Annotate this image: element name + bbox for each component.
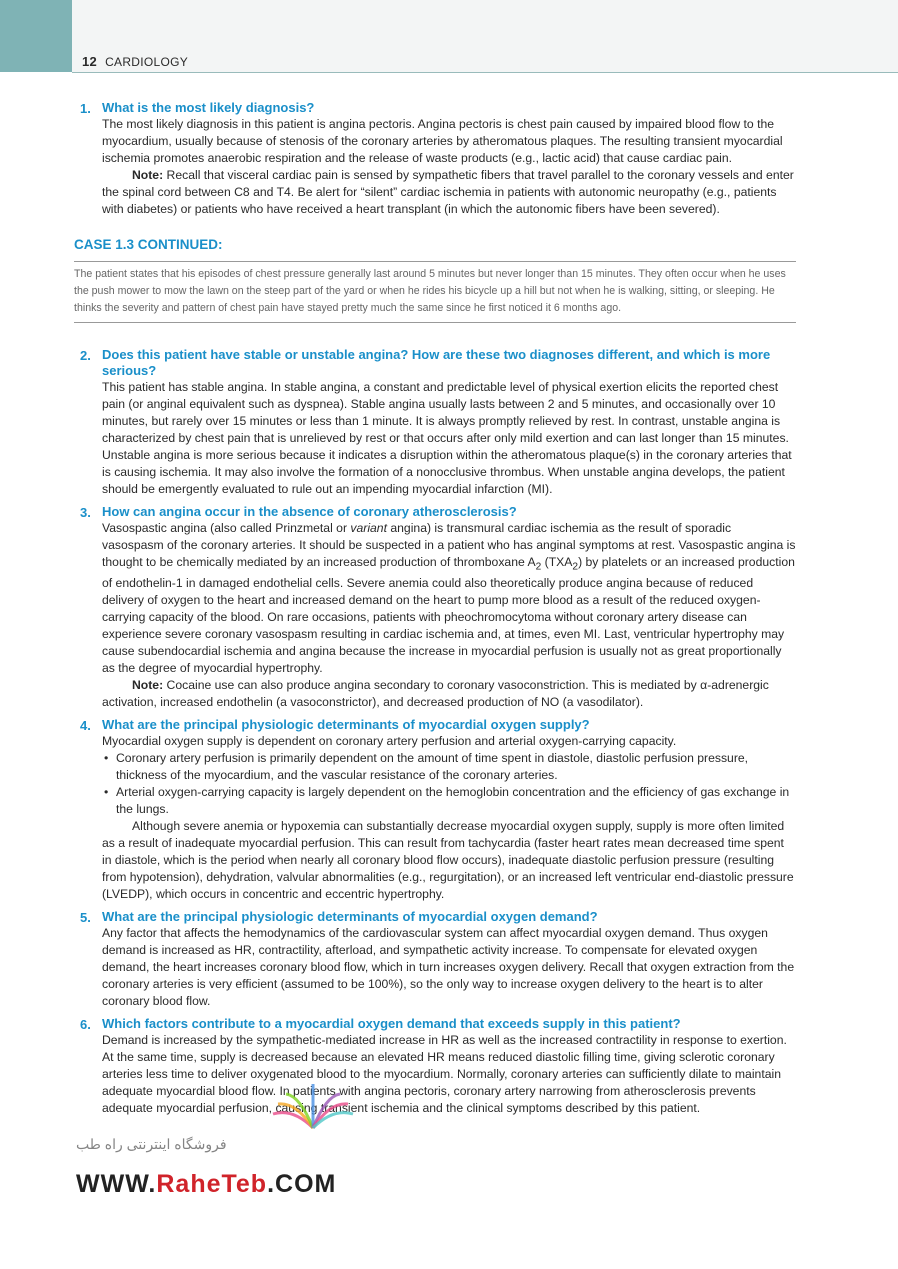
answer-text: Demand is increased by the sympathetic-mediated increase in HR as well as the increased contractility in response to exertion. At the same time, supply is decreased because an elevated HR means reduced diastolic filling time, giving sclerotic coronary arteries less time to deliver oxygenated blood to the myocardium. Normally, coronary arteries can sufficiently dilate to maintain adequate myocardial blood flow. In patients with angina pectoris, coronary artery narrowing from atherosclerosis prevents adequate myocardial perfusion, causing transient ischemia and the clinical symptoms described by this patient.	[102, 1033, 787, 1116]
answer-text-part: (TXA	[541, 555, 573, 569]
question-title: What is the most likely diagnosis?	[102, 100, 315, 115]
question-title: What are the principal physiologic determinants of myocardial oxygen demand?	[102, 909, 598, 925]
subscript: 2	[572, 561, 579, 573]
running-head	[82, 54, 188, 69]
question-number: 1.	[80, 101, 91, 116]
question-number: 5.	[80, 910, 91, 926]
question-number: 4.	[80, 718, 91, 734]
question-number: 2.	[80, 348, 91, 363]
question-title: Which factors contribute to a myocardial oxygen demand that exceeds supply in this patient?	[102, 1016, 681, 1032]
question-4	[80, 717, 796, 903]
note-label: Note:	[132, 168, 164, 182]
note-label: Note:	[132, 678, 164, 693]
url-prefix: WWW.	[76, 1170, 157, 1198]
question-title: Does this patient have stable or unstable angina? How are these two diagnoses different, and which is more serious?	[102, 347, 771, 378]
watermark-persian-text: فروشگاه اینترنتی راه طب	[76, 1136, 227, 1152]
question-1	[80, 100, 796, 218]
bullet-item: • Coronary artery perfusion is primarily dependent on the amount of time spent in diastole, diastolic perfusion pressure, thickness of the myocardium, and the vascular resistance of the coronary arteries.	[116, 750, 796, 784]
question-number: 6.	[80, 1017, 91, 1033]
bullet-item: • Arterial oxygen-carrying capacity is largely dependent on the hemoglobin concentration and the efficiency of gas exchange in the lungs.	[116, 784, 796, 818]
chapter-tab	[0, 0, 72, 72]
answer-text: Myocardial oxygen supply is dependent on coronary artery perfusion and arterial oxygen-carrying capacity.	[102, 734, 677, 749]
case-box	[74, 261, 796, 323]
answer-text-part: angina) is transmural cardiac ischemia as the result of sporadic vasospasm of the coronary arteries. It should be suspected in a patient who has anginal symptoms at rest. Vasospastic angina is thought to be chemically mediated by an increased production of thromboxane A	[102, 521, 796, 569]
page-content	[74, 100, 796, 1123]
question-number: 3.	[80, 505, 91, 520]
header-band	[72, 0, 898, 72]
case-text: The patient states that his episodes of chest pressure generally last around 5 minutes but never longer than 15 minutes. They often occur when he uses the push mower to mow the lawn on the steep part of the yard or when he rides his bicycle up a hill but not when he is walking, sitting, or sleeping. He thinks the severity and pattern of chest pain have stayed pretty much the same since he first noticed it 6 months ago.	[74, 268, 786, 314]
answer-text	[102, 520, 796, 677]
page-number: 12	[82, 54, 98, 69]
watermark	[76, 1078, 516, 1208]
bullet-list	[102, 750, 796, 818]
answer-text: This patient has stable angina. In stable angina, a constant and predictable level of physical exertion elicits the reported chest pain (or anginal equivalent such as dyspnea). Stable angina usually lasts between 2 and 5 minutes, and occasionally over 10 minutes, but rarely over 15 minutes or less than 1 minute. It is always promptly relieved by rest. In contrast, unstable angina is characterized by chest pain that is unrelieved by rest or that occurs after only mild exertion and can last longer than 15 minutes. Unstable angina is more serious because it indicates a disruption within the atheromatous plaque(s) in the coronary arteries that is causing ischemia. It may also involve the formation of a nonocclusive thrombus. When unstable angina develops, the patient should be emergently evaluated to rule out an impending myocardial infarction (MI).	[102, 380, 792, 496]
header-rule	[72, 72, 898, 73]
answer-text: Any factor that affects the hemodynamics of the cardiovascular system can affect myocardial oxygen demand. Thus oxygen demand is increased as HR, contractility, afterload, and sympathetic activity increase. To compensate for elevated oxygen demand, the heart increases coronary blood flow, which in turn increases oxygen delivery. Recall that oxygen extraction from the coronary arteries is very efficient (assumed to be 100%), so the only way to increase oxygen delivery to the heart is to alter coronary blood flow.	[102, 926, 795, 1009]
question-2	[80, 347, 796, 498]
watermark-url	[76, 1170, 336, 1199]
url-suffix: .COM	[267, 1170, 337, 1198]
url-brand: RaheTeb	[156, 1170, 268, 1198]
note	[102, 677, 796, 711]
case-heading: CASE 1.3 CONTINUED:	[74, 237, 223, 252]
answer-text-part: Vasospastic angina (also called Prinzmetal or	[102, 521, 351, 535]
answer-text-part: ) by platelets or an increased production of endothelin-1 in damaged endothelial cells. Severe anemia could also theoretically produce angina because of reduced delivery of oxygen to the heart and increased demand on the heart to pump more blood as a result of the reduced oxygen-carrying capacity of the blood. On rare occasions, patients with pheochromocytoma without coronary artery disease can experience severe coronary vasospasm resulting in cardiac ischemia and, at times, even MI. Last, ventricular hypertrophy may cause subendocardial ischemia and angina because the increase in myocardial perfusion is usually not as great proportionally as the degree of myocardial hypertrophy.	[102, 555, 795, 676]
subscript: 2	[535, 561, 542, 573]
question-title: How can angina occur in the absence of coronary atherosclerosis?	[102, 504, 517, 519]
book-logo-icon	[268, 1078, 358, 1138]
question-5	[80, 909, 796, 1010]
question-title: What are the principal physiologic determinants of myocardial oxygen supply?	[102, 717, 590, 733]
note-text: Cocaine use can also produce angina secondary to coronary vasoconstriction. This is mediated by α-adrenergic activation, increased endothelin (a vasoconstrictor), and decreased production of NO (a vasodilator).	[102, 678, 769, 710]
section-title: CARDIOLOGY	[105, 55, 189, 69]
question-3	[80, 504, 796, 711]
note	[102, 167, 796, 218]
answer-text-italic: variant	[350, 521, 387, 535]
answer-text: Although severe anemia or hypoxemia can substantially decrease myocardial oxygen supply, supply is more often limited as a result of inadequate myocardial perfusion. This can result from tachycardia (faster heart rates mean decreased time spent in diastole, which is the period when nearly all coronary blood flow occurs), inadequate diastolic perfusion pressure (resulting from hypotension), dehydration, valvular abnormalities (e.g., regurgitation), or an increased left ventricular end-diastolic pressure (LVEDP), which occurs in concentric and eccentric hypertrophy.	[102, 819, 794, 902]
note-text: Recall that visceral cardiac pain is sensed by sympathetic fibers that travel parallel to the coronary vessels and enter the spinal cord between C8 and T4. Be alert for “silent” cardiac ischemia in patients with autonomic neuropathy (e.g., patients with diabetes) or patients who have received a heart transplant (in which the autonomic fibers have been severed).	[102, 168, 794, 216]
answer-text: The most likely diagnosis in this patient is angina pectoris. Angina pectoris is chest pain caused by impaired blood flow to the myocardium, usually because of stenosis of the coronary arteries by atheromatous plaques. The resulting transient myocardial ischemia promotes anaerobic respiration and the release of waste products (e.g., lactic acid) that cause cardiac pain.	[102, 117, 783, 165]
